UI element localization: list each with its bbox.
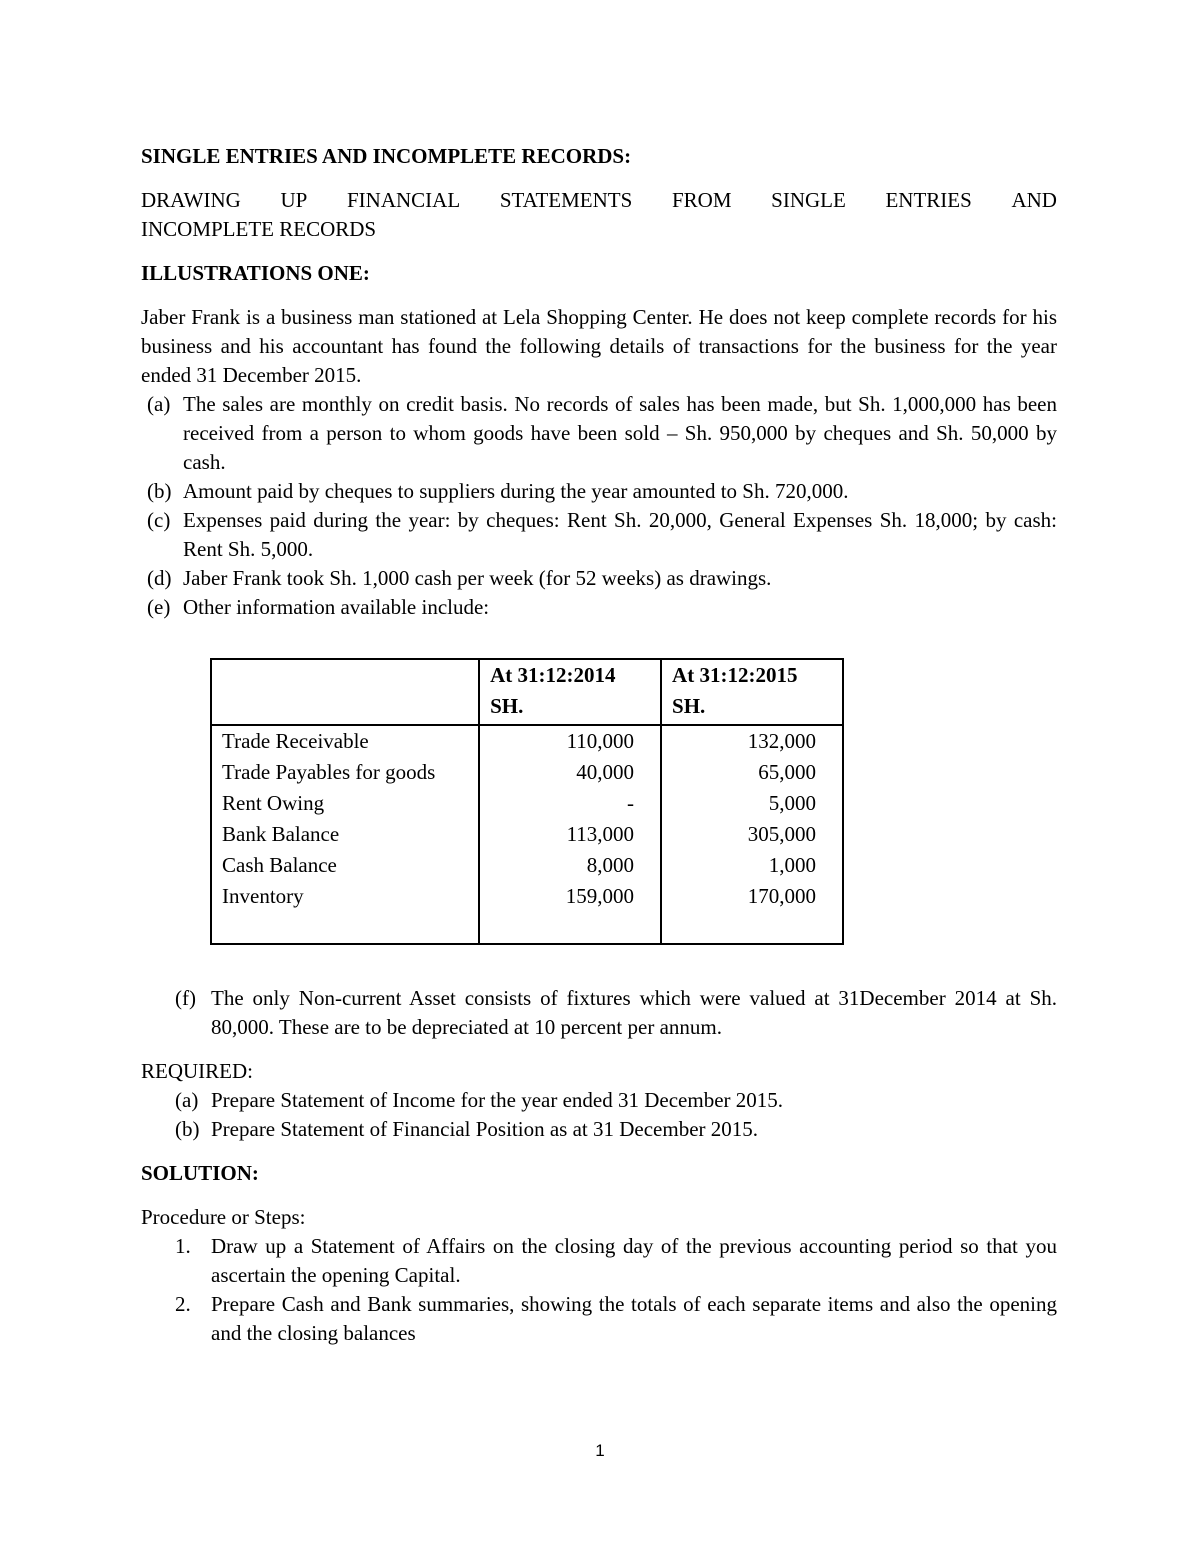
- table-header-blank: [211, 659, 479, 725]
- value-2015: 1,000: [768, 853, 816, 877]
- list-marker: (d): [147, 566, 172, 590]
- list-marker: (e): [147, 595, 171, 619]
- list-text: Expenses paid during the year: by cheques: Rent Sh. 20,000, General Expenses Sh. 18,000; by cash: Rent Sh. 5,000.: [183, 508, 1057, 561]
- list-item: [141, 564, 1057, 593]
- list-marker: (b): [175, 1117, 200, 1141]
- list-item: [141, 1290, 1057, 1348]
- list-text: The only Non-current Asset consists of fixtures which were valued at 31December 2014 at Sh. 80,000. These are to be depreciated at 10 percent per annum.: [211, 986, 1057, 1039]
- subtitle-word: FINANCIAL: [346, 188, 461, 212]
- table-header-row: [211, 659, 843, 725]
- after-table-section: [141, 984, 1057, 1348]
- value-2015: 305,000: [747, 822, 816, 846]
- list-text: Draw up a Statement of Affairs on the closing day of the previous accounting period so that you ascertain the opening Capital.: [211, 1234, 1057, 1287]
- value-2014: 159,000: [565, 884, 635, 908]
- list-marker: (b): [147, 479, 172, 503]
- required-heading: REQUIRED:: [141, 1059, 253, 1083]
- list-text: Prepare Statement of Income for the year ended 31 December 2015.: [211, 1088, 784, 1112]
- value-2015: 5,000: [768, 791, 816, 815]
- value-2014: 110,000: [566, 729, 635, 753]
- list-marker: (a): [147, 392, 171, 416]
- fixtures-note: [141, 984, 1057, 1042]
- subtitle-word: FROM: [671, 188, 732, 212]
- list-item: [141, 984, 1057, 1042]
- value-2014: 113,000: [566, 822, 635, 846]
- list-text: Prepare Cash and Bank summaries, showing the totals of each separate items and also the opening and the closing balances: [211, 1292, 1057, 1345]
- table-body-row: [211, 725, 843, 944]
- list-text: Jaber Frank took Sh. 1,000 cash per week (for 52 weeks) as drawings.: [183, 566, 772, 590]
- row-label: Bank Balance: [222, 822, 340, 846]
- list-text: Other information available include:: [183, 595, 490, 619]
- subtitle-word: ENTRIES: [885, 188, 972, 212]
- subtitle-word: UP: [280, 188, 308, 212]
- list-text: Prepare Statement of Financial Position as at 31 December 2015.: [211, 1117, 759, 1141]
- value-2014: 40,000: [576, 760, 635, 784]
- table-header-2014: [479, 659, 661, 725]
- document-page: [141, 142, 1057, 1345]
- spacer: [672, 912, 816, 943]
- list-item: [141, 390, 1057, 477]
- illustration-heading: ILLUSTRATIONS ONE:: [141, 261, 370, 285]
- list-text: The sales are monthly on credit basis. No records of sales has been made, but Sh. 1,000,000 has been received from a person to whom goods have been sold – Sh. 950,000 by cheques and Sh. 50,000 by cash.: [183, 392, 1057, 474]
- row-label: Inventory: [222, 884, 304, 908]
- list-item: [141, 506, 1057, 564]
- balances-table: [210, 658, 844, 945]
- steps-list: [141, 1232, 1057, 1348]
- subtitle-word: SINGLE: [771, 188, 846, 212]
- subtitle-line-1: [141, 186, 1057, 215]
- list-marker: (c): [147, 508, 171, 532]
- value-2014: -: [627, 791, 635, 815]
- document-title: SINGLE ENTRIES AND INCOMPLETE RECORDS:: [141, 144, 632, 168]
- list-item: [141, 477, 1057, 506]
- value-2015: 65,000: [758, 760, 816, 784]
- header-date-2015: At 31:12:2015: [672, 663, 798, 687]
- subtitle: [141, 186, 1057, 244]
- list-item: [141, 1086, 1057, 1115]
- solution-heading: SOLUTION:: [141, 1161, 259, 1185]
- list-marker: (f): [175, 986, 196, 1010]
- row-label: Rent Owing: [222, 791, 325, 815]
- value-2015: 170,000: [747, 884, 816, 908]
- header-date-2014: At 31:12:2014: [490, 663, 616, 687]
- row-label: Trade Receivable: [222, 729, 369, 753]
- subtitle-word: STATEMENTS: [499, 188, 633, 212]
- list-marker: (a): [175, 1088, 199, 1112]
- row-label: Cash Balance: [222, 853, 337, 877]
- subtitle-line-2: INCOMPLETE RECORDS: [141, 217, 377, 241]
- spacer: [490, 912, 634, 943]
- row-label: Trade Payables for goods: [222, 760, 436, 784]
- header-unit-2014: SH.: [490, 694, 524, 718]
- value-2014: 8,000: [586, 853, 635, 877]
- subtitle-word: AND: [1011, 188, 1057, 212]
- list-marker: 1.: [175, 1234, 191, 1258]
- intro-paragraph: Jaber Frank is a business man stationed at Lela Shopping Center. He does not keep complete records for his business and his accountant has found the following details of transactions for the business for the year ended 31 December 2015.: [141, 305, 1057, 387]
- table-header-2015: [661, 659, 843, 725]
- transaction-list: [141, 390, 1057, 622]
- labels-column: [211, 725, 479, 944]
- list-item: [141, 593, 1057, 622]
- list-text: Amount paid by cheques to suppliers during the year amounted to Sh. 720,000.: [183, 479, 849, 503]
- values-2014-column: [479, 725, 661, 944]
- values-2015-column: [661, 725, 843, 944]
- list-marker: 2.: [175, 1292, 191, 1316]
- header-unit-2015: SH.: [672, 694, 706, 718]
- spacer: [222, 912, 468, 943]
- list-item: [141, 1232, 1057, 1290]
- list-item: [141, 1115, 1057, 1144]
- value-2015: 132,000: [747, 729, 816, 753]
- procedure-heading: Procedure or Steps:: [141, 1205, 306, 1229]
- page-number: 1: [595, 1441, 605, 1460]
- subtitle-word: DRAWING: [141, 188, 241, 212]
- required-list: [141, 1086, 1057, 1144]
